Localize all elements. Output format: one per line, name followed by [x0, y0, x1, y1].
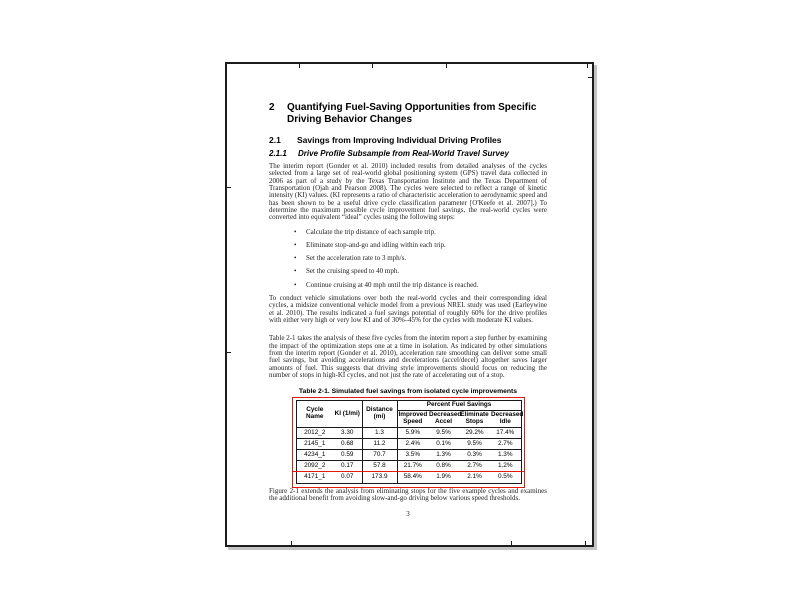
crop-mark	[446, 64, 447, 68]
header-improved-speed: Improved Speed	[397, 411, 428, 428]
section-heading-text: Quantifying Fuel-Saving Opportunities from Specific Driving Behavior Changes	[287, 102, 537, 125]
crop-mark	[227, 187, 231, 188]
bullet-item: • Continue cruising at 40 mph until the trip distance is reached.	[269, 282, 547, 289]
table-cell: 1.3%	[428, 450, 459, 461]
crop-mark	[585, 541, 586, 545]
header-cycle-name: Cycle Name	[306, 406, 324, 421]
table-cell: 0.5%	[490, 472, 521, 483]
table-caption: Table 2-1. Simulated fuel savings from isolated cycle improvements	[298, 388, 518, 396]
fuel-savings-table	[296, 400, 522, 483]
subsubsection-text: Drive Profile Subsample from Real-World Travel Survey	[298, 149, 509, 158]
table-cell: 9.5%	[459, 439, 490, 450]
crop-mark	[227, 352, 231, 353]
table-row-highlighted	[296, 472, 521, 483]
table-cell: 70.7	[362, 450, 397, 461]
header-percent-fuel-savings: Percent Fuel Savings	[397, 401, 521, 411]
paragraph-figure-reference: Figure 2-1 extends the analysis from eliminating stops for the five example cycles and examines the additional benefit from avoiding slow-and-go driving below various speed thresholds.	[269, 486, 547, 502]
table-row	[296, 461, 521, 472]
bullet-item: • Set the cruising speed to 40 mph.	[269, 268, 547, 275]
table-row	[296, 450, 521, 461]
table-cell: 9.5%	[428, 428, 459, 439]
bullet-item: • Set the acceleration rate to 3 mph/s.	[269, 255, 547, 262]
table-cell: 21.7%	[397, 461, 428, 472]
paragraph-simulation: To conduct vehicle simulations over both the real-world cycles and their corresponding ideal cycles, a midsize conventional vehicle model from a previous NREL study was used (Earleywine et al. 2010). The results indicated a fuel savings potential of roughly 60% for the drive profiles with either very high or very low KI and of 30%–45% for the cycles with moderate KI values.	[269, 293, 547, 324]
crop-mark	[291, 541, 292, 545]
crop-mark	[588, 77, 592, 78]
table-cell: 1.9%	[428, 472, 459, 483]
table-cell: 2145_1	[296, 439, 333, 450]
table-cell: 0.07	[333, 472, 362, 483]
table-cell: 0.8%	[428, 461, 459, 472]
table-cell: 2012_2	[296, 428, 333, 439]
table-cell: 2.7%	[459, 461, 490, 472]
section-heading	[269, 102, 547, 126]
table-cell: 11.2	[362, 439, 397, 450]
table-cell: 29.2%	[459, 428, 490, 439]
crop-mark	[299, 64, 300, 68]
crop-mark	[511, 541, 512, 545]
table-cell: 5.9%	[397, 428, 428, 439]
bullet-item: • Calculate the trip distance of each sample trip.	[269, 229, 547, 236]
header-decreased-idle: Decreased Idle	[490, 411, 521, 428]
table-cell: 4171_1	[296, 472, 333, 483]
bullet-list	[269, 229, 547, 289]
subsection-text: Savings from Improving Individual Driving Profiles	[297, 135, 502, 145]
bullet-item: • Eliminate stop-and-go and idling within each trip.	[269, 242, 547, 249]
header-decreased-accel: Decreased Accel	[428, 411, 459, 428]
table-cell: 173.9	[362, 472, 397, 483]
section-heading-number: 2	[269, 102, 275, 113]
table-cell: 58.4%	[397, 472, 428, 483]
page-number: 3	[406, 510, 410, 519]
table-cell: 17.4%	[490, 428, 521, 439]
table-cell: 0.59	[333, 450, 362, 461]
table-cell: 1.2%	[490, 461, 521, 472]
header-eliminate-stops: Eliminate Stops	[459, 411, 490, 428]
table-cell: 0.17	[333, 461, 362, 472]
header-distance: Distance (mi)	[362, 401, 397, 428]
table-cell: 3.5%	[397, 450, 428, 461]
header-ki: KI (1/mi)	[333, 401, 362, 428]
crop-mark	[587, 64, 588, 68]
paragraph-table-discussion: Table 2-1 takes the analysis of these five cycles from the interim report a step further by examining the impact of the optimization steps one at a time in isolation. As indicated by other simulations from the interim report (Gonder et al. 2010), acceleration rate smoothing can deliver some small fuel savings, but avoiding accelerations and decelerations (accel/decel) altogether saves larger amounts of fuel. This suggests that driving style improvements should focus on reducing the number of stops in high-KI cycles, and not just the rate of accelerating out of a stop.	[269, 334, 547, 380]
subsection-heading-2-1-1	[269, 149, 547, 159]
subsubsection-number: 2.1.1	[269, 149, 287, 158]
table-cell: 0.1%	[428, 439, 459, 450]
table-row	[296, 439, 521, 450]
table-cell: 2.1%	[459, 472, 490, 483]
table-cell: 1.3%	[490, 450, 521, 461]
table-cell: 0.68	[333, 439, 362, 450]
report-page	[225, 62, 594, 547]
table-cell: 2.4%	[397, 439, 428, 450]
table-cell: 57.8	[362, 461, 397, 472]
fuel-savings-table-container	[296, 400, 524, 483]
table-cell: 1.3	[362, 428, 397, 439]
paragraph-intro: The interim report (Gonder et al. 2010) included results from detailed analyses of the cycles selected from a large set of real-world global positioning system (GPS) travel data collected in 2006 as part of a study by the Texas Transportation Institute and the Texas Department of Transportation (Ojah and Pearson 2008). The cycles were selected to reflect a range of kinetic intensity (KI) values. (KI represents a ratio of characteristic acceleration to aerodynamic speed and has been shown to be a useful drive cycle classification parameter [O'Keefe et al. 2007].) To determine the maximum possible cycle improvement fuel savings, the real-world cycles were converted into equivalent “ideal” cycles using the following steps:	[269, 162, 547, 222]
crop-mark	[372, 64, 373, 68]
subsection-heading-2-1	[269, 135, 547, 145]
subsection-number: 2.1	[269, 135, 281, 145]
table-cell: 2092_2	[296, 461, 333, 472]
table-cell: 4234_1	[296, 450, 333, 461]
table-cell: 3.30	[333, 428, 362, 439]
table-row	[296, 428, 521, 439]
table-cell: 2.7%	[490, 439, 521, 450]
table-cell: 0.3%	[459, 450, 490, 461]
table-header-row	[296, 401, 521, 411]
